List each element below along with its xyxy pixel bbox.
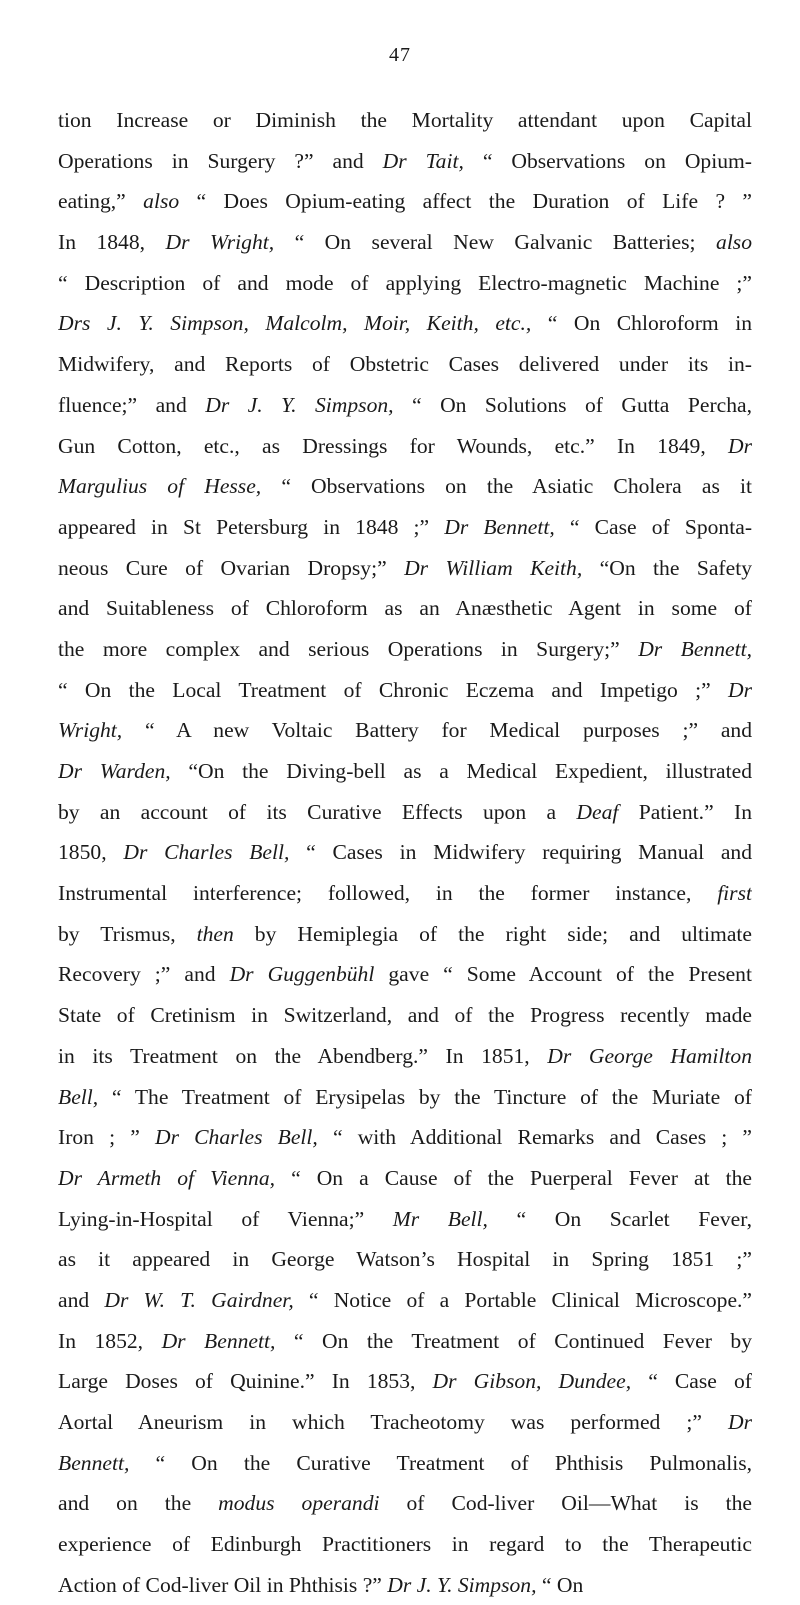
text-run: “ On Scarlet Fever,	[487, 1206, 752, 1231]
text-run: Lying-in-Hospital of Vienna;”	[58, 1206, 393, 1231]
text-run: Action of Cod-liver Oil in Phthisis ?”	[58, 1572, 388, 1597]
text-line	[58, 100, 752, 141]
text-run: “ Case of Sponta-	[554, 514, 752, 539]
text-line	[58, 1239, 752, 1280]
italic-text: Dr	[728, 433, 752, 458]
text-run: “ Description of and mode of applying Electro-magnetic Machine ;”	[58, 270, 752, 295]
italic-text: Margulius of Hesse,	[58, 474, 262, 499]
text-run: “On the Safety	[582, 555, 752, 580]
text-run: “ On several New Galvanic Batteries;	[274, 230, 717, 255]
italic-text: Bennett,	[58, 1450, 130, 1475]
text-run: “ On the Curative Treatment of Phthisis Pulmonalis,	[129, 1450, 752, 1475]
text-run: “ Notice of a Portable Clinical Microscope.”	[293, 1287, 752, 1312]
text-line	[58, 426, 752, 467]
text-run: the more complex and serious Operations in Surgery;”	[58, 636, 639, 661]
text-run: and	[58, 1287, 105, 1312]
italic-text: Wright,	[58, 718, 123, 743]
text-run: “ On a Cause of the Puerperal Fever at the	[275, 1165, 752, 1190]
italic-text: also	[716, 230, 752, 255]
italic-text: Dr J. Y. Simpson,	[205, 392, 394, 417]
text-line	[58, 710, 752, 751]
text-line	[58, 1524, 752, 1565]
text-run: “ Observations on Opium-	[463, 148, 752, 173]
body-text	[58, 100, 752, 1605]
text-run: fluence;” and	[58, 392, 206, 417]
italic-text: Dr Charles Bell,	[154, 1125, 318, 1150]
italic-text: Deaf	[576, 799, 619, 824]
text-run: by Hemiplegia of the right side; and ultimate	[233, 921, 752, 946]
text-run: “ Observations on the Asiatic Cholera as it	[261, 474, 752, 499]
text-run: Aortal Aneurism in which Tracheotomy was performed ;”	[58, 1410, 728, 1434]
italic-text: Dr Tait,	[382, 148, 464, 173]
text-line	[58, 751, 752, 792]
italic-text: Dr W. T. Gairdner,	[104, 1287, 294, 1312]
italic-text: Dr Warden,	[58, 759, 171, 783]
text-line	[58, 1117, 752, 1158]
text-run: Patient.” In	[618, 799, 752, 824]
italic-text: Dr Bennett,	[161, 1328, 276, 1353]
italic-text: then	[196, 921, 234, 946]
text-line	[58, 1158, 752, 1199]
text-run: “ On	[536, 1572, 584, 1597]
text-run: appeared in St Petersburg in 1848 ;”	[58, 514, 445, 539]
text-run: “ Case of	[631, 1369, 752, 1394]
text-run: in its Treatment on the Abendberg.” In 1851,	[58, 1043, 548, 1068]
text-line	[58, 954, 752, 995]
text-run: “ Does Opium-eating affect the Duration of Life ? ”	[179, 189, 752, 214]
text-line	[58, 1483, 752, 1524]
text-line	[58, 181, 752, 222]
text-run: of Cod-liver Oil—What is the	[379, 1491, 752, 1516]
italic-text: Dr Wright,	[165, 230, 275, 255]
text-line	[58, 873, 752, 914]
text-line	[58, 1199, 752, 1240]
text-run: Large Doses of Quinine.” In 1853,	[58, 1369, 433, 1394]
text-run: “ Cases in Midwifery requiring Manual and	[289, 840, 752, 865]
italic-text: Drs J. Y. Simpson, Malcolm, Moir, Keith, etc.,	[58, 311, 532, 336]
italic-text: Dr William Keith,	[404, 555, 583, 580]
text-run: “ On Chloroform in	[531, 311, 752, 336]
italic-text: also	[143, 189, 180, 214]
text-run: “ On Solutions of Gutta Percha,	[393, 392, 752, 417]
text-line	[58, 670, 752, 711]
text-run: Instrumental interference; followed, in the former instance,	[58, 881, 718, 906]
text-run: “ On the Treatment of Continued Fever by	[275, 1328, 752, 1353]
text-line	[58, 832, 752, 873]
text-run: “ The Treatment of Erysipelas by the Tincture of the Muriate of	[98, 1084, 752, 1109]
italic-text: first	[717, 881, 752, 906]
italic-text: Dr J. Y. Simpson,	[387, 1572, 537, 1597]
text-line	[58, 1361, 752, 1402]
text-line	[58, 263, 752, 304]
text-run: and Suitableness of Chloroform as an Anæsthetic Agent in some of	[58, 596, 752, 621]
text-run: experience of Edinburgh Practitioners in regard to the Therapeutic	[58, 1532, 752, 1557]
text-line	[58, 222, 752, 263]
italic-text: Dr	[728, 1410, 752, 1434]
text-run: as it appeared in George Watson’s Hospital in Spring 1851 ;”	[58, 1247, 752, 1272]
italic-text: Dr Charles Bell,	[123, 840, 290, 865]
text-line	[58, 1402, 752, 1443]
text-run: neous Cure of Ovarian Dropsy;”	[58, 555, 405, 580]
text-line	[58, 344, 752, 385]
text-line	[58, 995, 752, 1036]
italic-text: Mr Bell,	[392, 1206, 488, 1231]
text-line	[58, 914, 752, 955]
text-run: by an account of its Curative Effects upon a	[58, 799, 577, 824]
text-run: Recovery ;” and	[58, 962, 230, 987]
text-run: In 1848,	[58, 230, 166, 255]
text-run: “ A new Voltaic Battery for Medical purposes ;” and	[122, 718, 752, 743]
text-run: gave “ Some Account of the Present	[374, 962, 752, 987]
text-line	[58, 1280, 752, 1321]
text-run: Iron ; ”	[58, 1125, 155, 1150]
italic-text: Dr Gibson, Dundee,	[432, 1369, 632, 1394]
italic-text: modus operandi	[218, 1491, 380, 1516]
italic-text: Dr George Hamilton	[547, 1043, 752, 1068]
text-run: “On the Diving-bell as a Medical Expedient, illustrated	[170, 759, 752, 783]
text-run: State of Cretinism in Switzerland, and of the Progress recently made	[58, 1003, 752, 1028]
italic-text: Dr	[728, 677, 752, 702]
text-run: tion Increase or Diminish the Mortality attendant upon Capital	[58, 108, 752, 132]
text-run: In 1852,	[58, 1328, 162, 1353]
italic-text: Dr Guggenbühl	[229, 962, 375, 987]
text-line	[58, 1321, 752, 1362]
text-line	[58, 385, 752, 426]
page-number: 47	[389, 44, 411, 66]
italic-text: Dr Armeth of Vienna,	[58, 1165, 276, 1190]
text-line	[58, 792, 752, 833]
text-line	[58, 507, 752, 548]
text-run: “ On the Local Treatment of Chronic Eczema and Impetigo ;”	[58, 677, 728, 702]
text-line	[58, 1036, 752, 1077]
text-run: and on the	[58, 1491, 219, 1516]
text-line	[58, 1443, 752, 1484]
text-line	[58, 141, 752, 182]
text-run: Midwifery, and Reports of Obstetric Cases delivered under its in-	[58, 352, 752, 377]
text-line	[58, 1077, 752, 1118]
text-line	[58, 629, 752, 670]
text-run: Operations in Surgery ?” and	[58, 148, 383, 173]
text-run	[126, 189, 143, 213]
text-run: Gun Cotton, etc., as Dressings for Wounds, etc.” In 1849,	[58, 433, 728, 458]
italic-text: Dr Bennett,	[444, 514, 555, 539]
italic-text: Bell,	[58, 1084, 99, 1109]
text-line	[58, 588, 752, 629]
text-run: 1850,	[58, 840, 124, 865]
text-run: eating,”	[58, 189, 126, 214]
text-line	[58, 466, 752, 507]
italic-text: Dr Bennett,	[638, 636, 752, 661]
text-line	[58, 548, 752, 589]
text-line	[58, 303, 752, 344]
text-line	[58, 1565, 752, 1605]
text-run: by Trismus,	[58, 921, 197, 946]
text-run: “ with Additional Remarks and Cases ; ”	[317, 1125, 752, 1150]
